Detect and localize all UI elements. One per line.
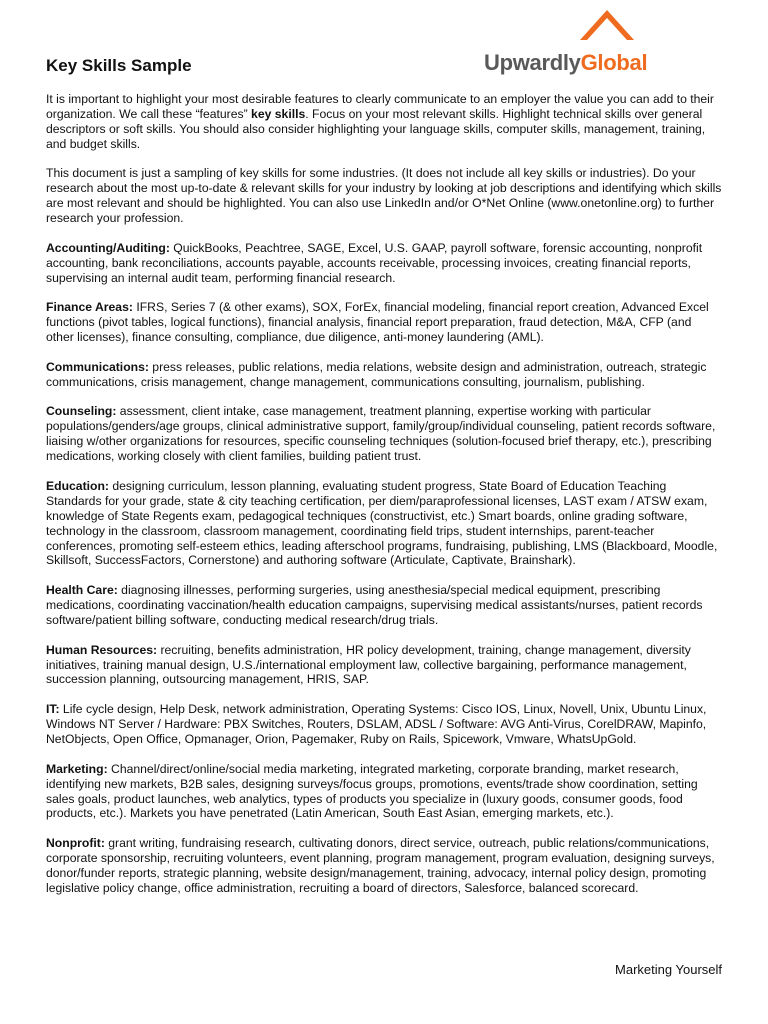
intro-paragraph-2: This document is just a sampling of key skills for some industries. (It does not include all key skills or industries). Do your research about the most up-to-date & relevant skills for your industry by looking at job descriptions and identifying which skills are most relevant and should be highlighted. You can also use LinkedIn and/or O*Net Online (www.onetonline.org) to further research your profession. — [46, 166, 722, 226]
section-text: IFRS, Series 7 (& other exams), SOX, ForEx, financial modeling, financial report creation, Advanced Excel functions (pivot tables, logical functions), financial analysis, financial report preparation, fraud detection, M&A, CFP (and other licenses), finance consulting, compliance, due diligence, anti-money laundering (AML). — [46, 300, 709, 345]
logo-wordmark — [484, 50, 647, 76]
section-health-care — [46, 583, 722, 628]
section-heading: Nonprofit: — [46, 836, 105, 851]
section-human-resources — [46, 643, 722, 688]
section-text: designing curriculum, lesson planning, evaluating student progress, State Board of Education Teaching Standards for your grade, state & city teaching certification, per diem/paraprofessional licenses, LAST exam / ATSW exam, knowledge of State Regents exam, pedagogical techniques (constructivist, etc.) Smart boards, online grading software, technology in the classroom, classroom management, coordinating field trips, student internships, parent-teacher conferences, promoting self-esteem ethics, leading afterschool programs, fundraising, publishing, LMS (Blackboard, Moodle, Skillsoft, SuccessFactors, Cornerstone) and authoring software (Articulate, Captivate, Brainshark). — [46, 478, 718, 568]
section-counseling — [46, 404, 722, 464]
section-heading: Counseling: — [46, 404, 117, 419]
section-communications — [46, 360, 722, 390]
upwardly-global-logo — [478, 6, 664, 76]
section-marketing — [46, 762, 722, 822]
section-heading: Communications: — [46, 359, 149, 374]
page-footer: Marketing Yourself — [615, 962, 722, 977]
section-it — [46, 702, 722, 747]
intro-text-a: It is important to highlight your most desirable features to clearly communicate to an employer the value you can add to their organization. We call these “features” — [46, 92, 714, 121]
logo-word-upwardly: Upwardly — [484, 50, 581, 75]
page-title: Key Skills Sample — [46, 56, 192, 75]
section-text: diagnosing illnesses, performing surgeries, using anesthesia/special medical equipment, prescribing medications, coordinating vaccination/health education campaigns, supervising medical assistants/nurses, patient records software/patient billing software, conducting medical research/drug trials. — [46, 583, 703, 627]
section-heading: Human Resources: — [46, 642, 158, 657]
section-heading: Education: — [46, 478, 109, 493]
section-heading: Accounting/Auditing: — [46, 240, 170, 255]
section-finance — [46, 300, 722, 345]
section-text: QuickBooks, Peachtree, SAGE, Excel, U.S. GAAP, payroll software, forensic accounting, nonprofit accounting, bank reconciliations, accounts payable, accounts receivable, processing invoices, creating financial reports, supervising an internal audit team, performing financial research. — [46, 240, 703, 285]
section-nonprofit — [46, 836, 722, 896]
section-text: grant writing, fundraising research, cultivating donors, direct service, outreach, public relations/communications, corporate sponsorship, recruiting volunteers, event planning, program management, program evaluation, designing surveys, donor/funder reports, strategic planning, website design/management, training, advocacy, internal policy design, promoting legislative policy change, office administration, recruiting a board of directors, Salesforce, balanced scorecard. — [46, 836, 715, 895]
section-text: Life cycle design, Help Desk, network administration, Operating Systems: Cisco IOS, Linux, Novell, Unix, Ubuntu Linux, Windows NT Server / Hardware: PBX Switches, Routers, DSLAM, ADSL / Software: AVG Anti-Virus, CorelDRAW, Mapinfo, NetObjects, Open Office, Opmanager, Orion, Pagemaker, Ruby on Rails, Spicework, Vmware, WhatsUpGold. — [46, 702, 707, 746]
section-education — [46, 479, 722, 568]
intro-key-skills-term: key skills — [251, 106, 306, 121]
logo-word-global: Global — [580, 50, 648, 75]
section-heading: Health Care: — [46, 583, 118, 598]
section-accounting — [46, 241, 722, 286]
section-text: recruiting, benefits administration, HR policy development, training, change management, diversity initiatives, training manual design, U.S./international employment law, collective bargaining, performance management, succession planning, outsourcing management, HRIS, SAP. — [46, 642, 691, 687]
section-heading: Marketing: — [46, 761, 108, 776]
section-text: assessment, client intake, case management, treatment planning, expertise working with particular populations/genders/age groups, clinical administrative support, family/group/individual counseling, patient records software, liaising w/other organizations for resources, specific counseling techniques (solution-focused brief therapy, etc.), prescribing medications, working closely with client families, building patient trust. — [46, 404, 716, 464]
document-body — [46, 92, 722, 911]
section-text: press releases, public relations, media relations, website design and administration, outreach, strategic communications, crisis management, change management, communications consulting, journalism, publishing. — [46, 359, 707, 389]
intro-text-b: . Focus on your most relevant skills. Highlight technical skills over general descriptors or soft skills. You should also consider highlighting your language skills, computer skills, management, training, and budget skills. — [46, 106, 706, 151]
section-heading: Finance Areas: — [46, 300, 133, 315]
intro-paragraph-1 — [46, 92, 722, 152]
roof-chevron-icon — [578, 6, 636, 46]
section-text: Channel/direct/online/social media marketing, integrated marketing, corporate branding, market research, identifying new markets, B2B sales, designing surveys/focus groups, promotions, events/trade show coordination, setting sales goals, product launches, web analytics, types of products you specialize in (luxury goods, consumer goods, food products, etc.). Markets you have penetrated (Latin American, South East Asian, emerging markets, etc.). — [46, 761, 698, 821]
section-heading: IT: — [46, 702, 60, 717]
